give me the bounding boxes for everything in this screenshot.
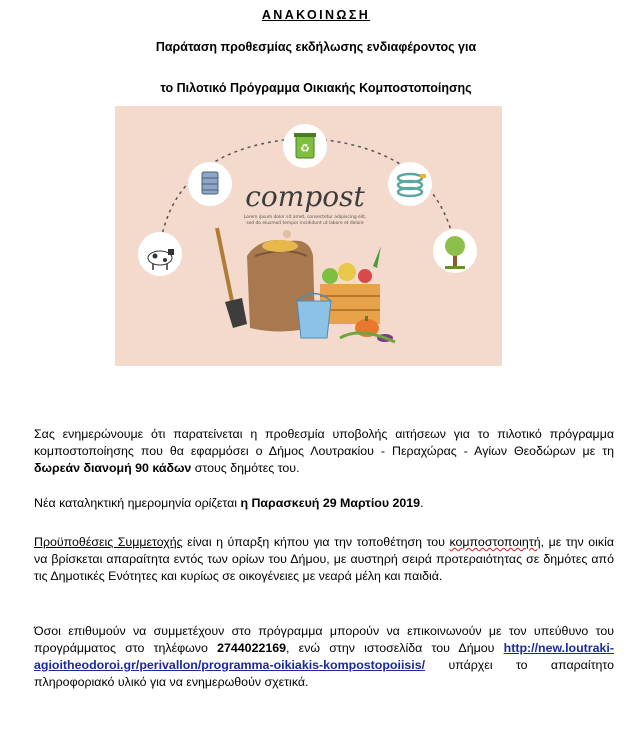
recycle-bin-icon: [283, 124, 327, 168]
announcement-title: ΑΝΑΚΟΙΝΩΣΗ: [261, 8, 371, 22]
logo-tagline-2: sed do eiusmod tempor incididunt ut labore et dolore: [246, 221, 364, 226]
intro-text-end: στους δημότες του.: [191, 461, 300, 475]
deadline-date: η Παρασκευή 29 Μαρτίου 2019: [240, 496, 421, 510]
paragraph-contact: [34, 623, 614, 691]
contact-text: Όσοι επιθυμούν να συμμετέχουν στο πρόγραμμα μπορούν να επικοινωνούν με τον υπεύθυνο του προγράμματος στο τηλέφωνο: [34, 624, 614, 655]
program-website-link[interactable]: http://new.loutraki-agioitheodoroi.gr/perivallon/programma-oikiakis-kompostopoiisis/: [34, 641, 614, 672]
tin-can-icon: [188, 162, 232, 206]
hose-icon: [388, 162, 432, 206]
conditions-heading: Προϋποθέσεις Συμμετοχής: [34, 535, 183, 549]
deadline-text-end: .: [420, 496, 424, 510]
compost-illustration: [115, 106, 502, 366]
cow-icon: [138, 232, 182, 276]
deadline-text: Νέα καταληκτική ημερομηνία ορίζεται: [34, 496, 241, 510]
composter-word: κομποστοποιητή: [449, 535, 541, 549]
paragraph-deadline: [34, 495, 614, 512]
intro-bold: δωρεάν διανομή 90 κάδων: [34, 461, 192, 475]
logo-tagline-1: Lorem ipsum dolor sit amet, consectetur adipiscing elit,: [243, 215, 367, 220]
shovel-icon: [217, 228, 247, 328]
paragraph-intro: [34, 426, 614, 477]
conditions-text-end: , με την οικία να βρίσκεται απαραίτητα εντός των ορίων του Δήμου, με αυστηρή σειρά προτεραιότητας σε δημότες από τις Δημοτικές Ενότητες και κυρίως σε οικογένειες με νεαρά μέλη και παιδιά.: [34, 535, 615, 583]
conditions-text: είναι η ύπαρξη κήπου για την τοποθέτηση του: [182, 535, 450, 549]
contact-text-mid: , ενώ στην ιστοσελίδα του Δήμου: [286, 641, 504, 655]
intro-text: Σας ενημερώνουμε ότι παρατείνεται η προθεσμία υποβολής αιτήσεων για το πιλοτικό πρόγραμμα κομποστοποίησης που θα εφαρμόσει ο Δήμος Λουτρακίου - Περαχώρας - Αγίων Θεοδώρων με τη: [34, 427, 614, 458]
compost-logo: compost: [245, 180, 365, 213]
tree-icon: [433, 229, 477, 273]
paragraph-conditions: [34, 534, 614, 585]
phone-number: 2744022169: [217, 641, 287, 655]
subtitle-line-2: το Πιλοτικό Πρόγραμμα Οικιακής Κομποστοποίησης: [160, 81, 472, 95]
svg-text:♻: ♻: [300, 142, 310, 155]
subtitle-line-1: Παράταση προθεσμίας εκδήλωσης ενδιαφέροντος για: [155, 40, 477, 54]
contact-text-end: υπάρχει το απαραίτητο πληροφοριακό υλικό για να ενημερωθούν σχετικά.: [34, 658, 614, 689]
